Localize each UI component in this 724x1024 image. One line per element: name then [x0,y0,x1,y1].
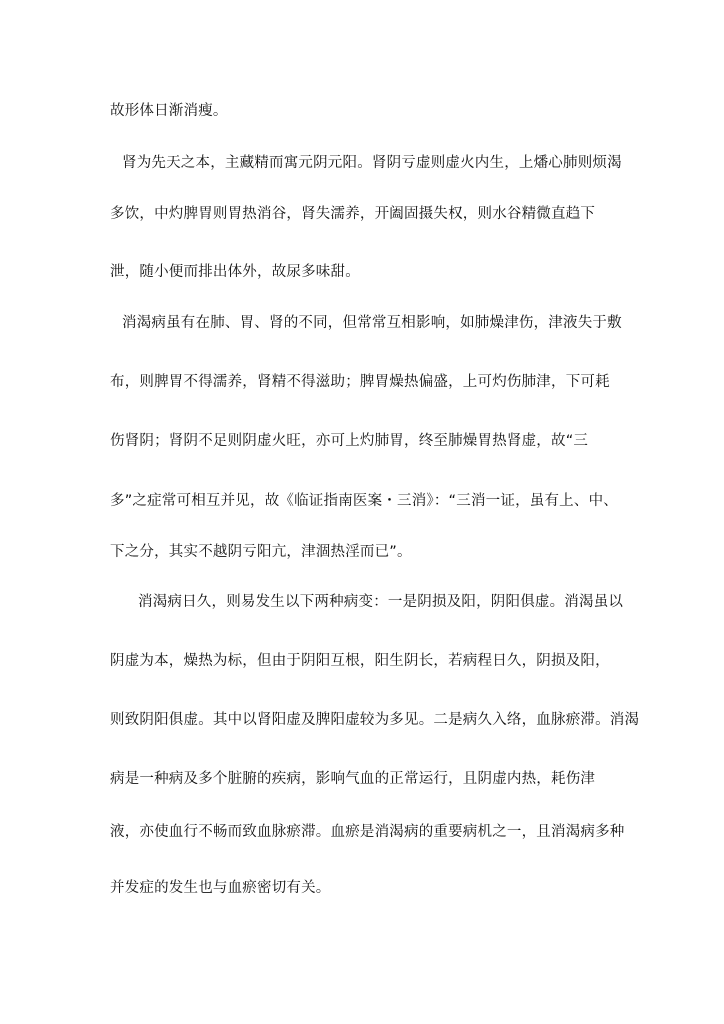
paragraph-line-6: 布，则脾胃不得濡养，肾精不得滋助；脾胃燥热偏盛，上可灼伤肺津，下可耗 [110,374,610,390]
paragraph-line-15: 并发症的发生也与血瘀密切有关。 [110,880,331,896]
paragraph-line-10: 消渴病日久，则易发生以下两种病变：一是阴损及阳，阴阳俱虚。消渴虽以 [138,594,624,610]
paragraph-line-12: 则致阴阳俱虚。其中以肾阳虚及脾阳虚较为多见。二是病久入络，血脉瘀滞。消渴 [110,712,640,728]
paragraph-line-14: 液，亦使血行不畅而致血脉瘀滞。血瘀是消渴病的重要病机之一，且消渴病多种 [110,824,625,840]
paragraph-line-5: 消渴病虽有在肺、胃、肾的不同，但常常互相影响，如肺燥津伤，津液失于敷 [122,315,622,331]
paragraph-line-3: 多饮，中灼脾胃则胃热消谷，肾失濡养，开阖固摄失权，则水谷精微直趋下 [110,206,596,222]
paragraph-line-11: 阴虚为本，燥热为标，但由于阴阳互根，阳生阴长，若病程日久，阴损及阳， [110,653,610,669]
paragraph-line-7: 伤肾阴；肾阴不足则阴虚火旺，亦可上灼肺胃，终至肺燥胃热肾虚，故“三 [110,433,589,449]
paragraph-line-8: 多”之症常可相互并见，故《临证指南医案・三消》：“三消一证，虽有上、中、 [110,493,618,509]
paragraph-line-13: 病是一种病及多个脏腑的疾病，影响气血的正常运行，且阴虚内热，耗伤津 [110,771,596,787]
paragraph-line-2: 肾为先天之本，主藏精而寓元阴元阳。肾阴亏虚则虚火内生，上燔心肺则烦渴 [122,155,622,171]
paragraph-line-1: 故形体日渐消瘦。 [110,103,228,119]
paragraph-line-9: 下之分，其实不越阴亏阳亢，津涸热淫而已”。 [110,544,412,560]
paragraph-line-4: 泄，随小便而排出体外，故尿多味甜。 [110,264,360,280]
